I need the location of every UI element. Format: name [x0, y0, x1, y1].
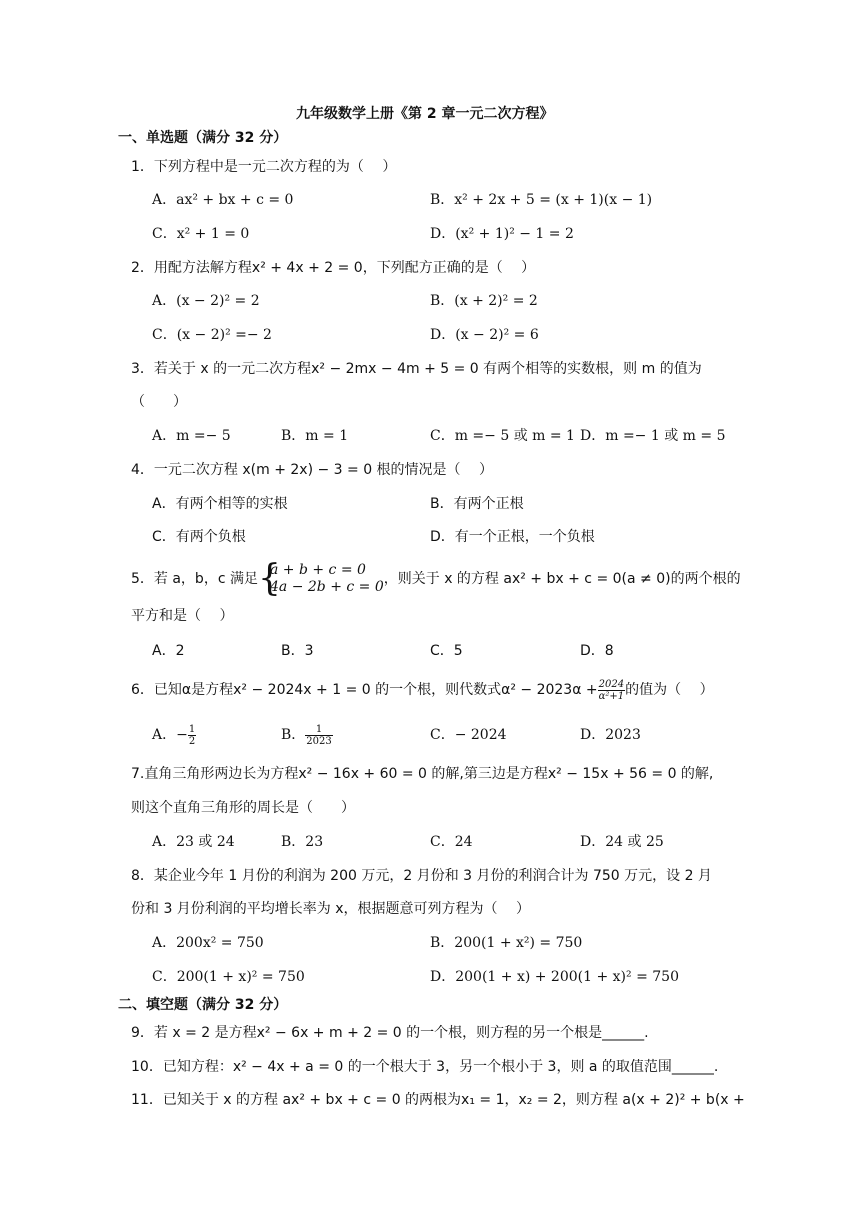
question-4-option-b: B．有两个正根: [430, 496, 524, 512]
question-10-stem: 10．已知方程：x² − 4x + a = 0 的一个根大于 3，另一个根小于 3，则 a 的取值范围______.: [131, 1059, 719, 1075]
question-9-stem: 9．若 x = 2 是方程x² − 6x + m + 2 = 0 的一个根，则方程的另一个根是______.: [131, 1025, 649, 1041]
question-7-stem-line-2: 则这个直角三角形的周长是（ ）: [131, 800, 355, 816]
question-8-option-b: B．200(1 + x²) = 750: [430, 935, 583, 951]
question-5-option-b: B．3: [281, 643, 314, 659]
question-1-option-a: A．ax² + bx + c = 0: [152, 192, 294, 208]
fraction-numerator: 1: [305, 724, 332, 736]
question-2-option-a: A．(x − 2)² = 2: [152, 293, 260, 309]
question-5-option-a: A．2: [152, 643, 185, 659]
question-7-option-b: B．23: [281, 834, 324, 850]
option-a-fraction: [188, 724, 196, 747]
question-1-option-b: B．x² + 2x + 5 = (x + 1)(x − 1): [430, 192, 653, 208]
equation-system: [257, 558, 384, 599]
option-b-label: B．: [281, 727, 306, 743]
fraction-numerator: 2024: [598, 678, 625, 690]
question-6-fraction: [598, 679, 626, 702]
question-3-stem: 3．若关于 x 的一元二次方程x² − 2mx − 4m + 5 = 0 有两个相等的实数根，则 m 的值为: [131, 361, 702, 377]
question-5-stem-prefix: 5．若 a，b，c 满足: [131, 571, 258, 587]
equation-system-line-1: a + b + c = 0: [269, 562, 366, 578]
question-4-stem: 4．一元二次方程 x(m + 2x) − 3 = 0 根的情况是（ ）: [131, 462, 494, 478]
question-5-option-c: C．5: [430, 643, 463, 659]
equation-system-line-2: 4a − 2b + c = 0: [269, 579, 384, 595]
fraction-numerator: 1: [188, 723, 196, 735]
question-3-option-c: C．m =− 5 或 m = 1: [430, 428, 575, 444]
question-7-option-d: D．24 或 25: [580, 834, 664, 850]
question-11-stem: 11．已知关于 x 的方程 ax² + bx + c = 0 的两根为x₁ = 1，x₂ = 2，则方程 a(x + 2)² + b(x +: [131, 1092, 745, 1108]
question-6-option-a: [152, 722, 196, 748]
question-2-option-c: C．(x − 2)² =− 2: [152, 327, 272, 343]
question-4-option-c: C．有两个负根: [152, 529, 246, 545]
question-6-option-b: [281, 722, 333, 748]
question-5-stem-line-2: 平方和是（ ）: [131, 608, 234, 624]
question-4-option-d: D．有一个正根，一个负根: [430, 529, 595, 545]
question-5-option-d: D．8: [580, 643, 614, 659]
question-2-option-d: D．(x − 2)² = 6: [430, 327, 539, 343]
question-3-option-d: D．m =− 1 或 m = 5: [580, 428, 726, 444]
brace-icon: {: [257, 558, 281, 599]
option-b-fraction: [305, 724, 332, 747]
question-3-stem-line-2: （ ）: [131, 394, 187, 410]
question-3-option-b: B．m = 1: [281, 428, 349, 444]
section-heading-fill-in: 二、填空题（满分 32 分）: [118, 997, 288, 1013]
question-6-option-d: D．2023: [580, 727, 641, 743]
question-8-stem: 8．某企业今年 1 月份的利润为 200 万元，2 月份和 3 月份的利润合计为 750 万元，设 2 月: [131, 868, 712, 884]
question-8-option-c: C．200(1 + x)² = 750: [152, 969, 305, 985]
question-2-stem: 2．用配方法解方程x² + 4x + 2 = 0，下列配方正确的是（ ）: [131, 260, 536, 276]
question-6-option-c: C．− 2024: [430, 727, 507, 743]
question-5-stem-suffix: ，则关于 x 的方程 ax² + bx + c = 0(a ≠ 0)的两个根的: [383, 571, 741, 587]
question-5-stem: [131, 558, 741, 599]
question-6-stem: [131, 677, 714, 703]
fraction-denominator: 2023: [306, 735, 332, 747]
question-7-stem: 7.直角三角形两边长为方程x² − 16x + 60 = 0 的解,第三边是方程x² − 15x + 56 = 0 的解,: [131, 766, 714, 782]
question-6-stem-prefix: 6．已知α是方程x² − 2024x + 1 = 0 的一个根，则代数式α² − 2023α +: [131, 682, 598, 698]
option-a-label: A．−: [152, 727, 188, 743]
question-7-option-a: A．23 或 24: [152, 834, 235, 850]
section-heading-single-choice: 一、单选题（满分 32 分）: [118, 130, 288, 146]
question-6-stem-suffix: 的值为（ ）: [625, 682, 714, 698]
question-1-option-d: D．(x² + 1)² − 1 = 2: [430, 226, 574, 242]
question-7-option-c: C．24: [430, 834, 473, 850]
question-2-option-b: B．(x + 2)² = 2: [430, 293, 538, 309]
question-8-option-a: A．200x² = 750: [152, 935, 264, 951]
page-title: 九年级数学上册《第 2 章一元二次方程》: [296, 106, 554, 122]
question-4-option-a: A．有两个相等的实根: [152, 496, 288, 512]
question-3-option-a: A．m =− 5: [152, 428, 231, 444]
question-1-stem: 1．下列方程中是一元二次方程的为（ ）: [131, 159, 397, 175]
question-8-stem-line-2: 份和 3 月份利润的平均增长率为 x，根据题意可列方程为（ ）: [131, 901, 530, 917]
fraction-denominator: α²+1: [598, 690, 625, 702]
question-1-option-c: C．x² + 1 = 0: [152, 226, 250, 242]
fraction-denominator: 2: [188, 735, 196, 747]
question-8-option-d: D．200(1 + x) + 200(1 + x)² = 750: [430, 969, 679, 985]
